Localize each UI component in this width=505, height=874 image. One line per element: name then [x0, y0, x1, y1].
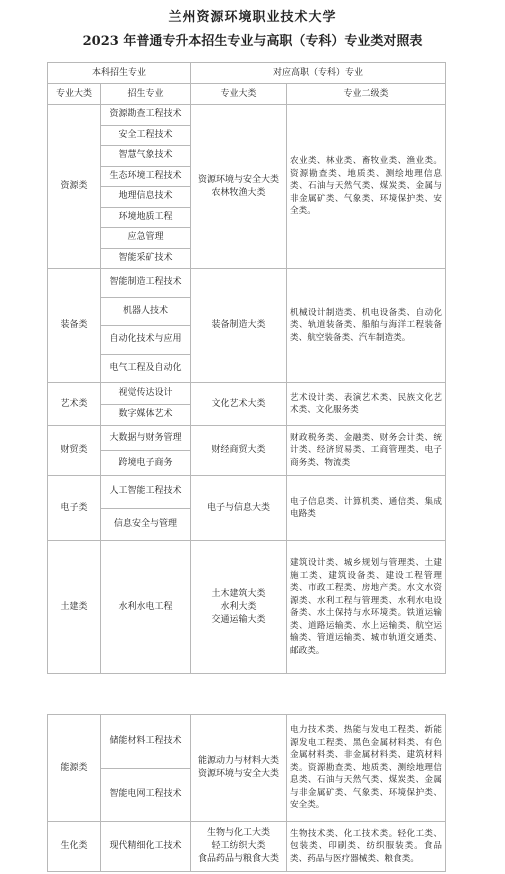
major-item: 自动化技术与应用	[101, 326, 190, 355]
row-category: 能源类	[48, 715, 101, 822]
comparison-table	[47, 62, 446, 674]
row-category: 艺术类	[48, 383, 101, 426]
row-gz-category: 电子与信息大类	[191, 476, 287, 541]
row-gz-sub: 电子信息类、计算机类、通信类、集成电路类	[287, 476, 446, 541]
header-col4: 专业二级类	[287, 84, 446, 105]
table-row	[48, 715, 446, 822]
row-gz-sub: 农业类、林业类、畜牧业类、渔业类。资源勘查类、地质类、测绘地理信息类、石油与天然气类、煤炭类、金属与非金属矿类、气象类、环境保护类、安全类。	[287, 105, 446, 269]
header-col1: 专业大类	[48, 84, 101, 105]
major-item: 跨境电子商务	[118, 457, 173, 468]
major-item: 人工智能工程技术	[101, 476, 190, 509]
row-category: 电子类	[48, 476, 101, 541]
header-left-group: 本科招生专业	[48, 63, 191, 84]
row-gz-sub: 机械设计制造类、机电设备类、自动化类、轨道装备类、船舶与海洋工程装备类、航空装备类、汽车制造类。	[287, 269, 446, 383]
row-gz-sub: 建筑设计类、城乡规划与管理类、土建施工类、建筑设备类、建设工程管理类、市政工程类、房地产类。水文水资源类、水利工程与管理类、水利水电设备类、水土保持与水环境类。铁道运输类、道路运输类、水上运输类、航空运输类、管道运输类、城市轨道交通类、邮政类。	[287, 541, 446, 674]
major-item: 智慧气象技术	[101, 146, 190, 167]
row-gz-category: 生物与化工大类 轻工纺织大类 食品药品与粮食大类	[191, 822, 287, 872]
major-item: 环境地质工程	[101, 208, 190, 229]
row-category: 资源类	[48, 105, 101, 269]
row-majors	[101, 476, 191, 541]
major-item: 地理信息技术	[101, 187, 190, 208]
table-row	[48, 269, 446, 383]
major-item: 水利水电工程	[101, 541, 191, 674]
row-majors	[101, 269, 191, 383]
row-majors	[101, 105, 191, 269]
row-gz-sub: 财政税务类、金融类、财务会计类、统计类、经济贸易类、工商管理类、电子商务类、物流类	[287, 426, 446, 476]
row-category: 土建类	[48, 541, 101, 674]
row-gz-category: 装备制造大类	[191, 269, 287, 383]
major-item: 数字媒体艺术	[118, 409, 173, 420]
row-category: 生化类	[48, 822, 101, 872]
row-gz-category: 土木建筑大类 水利大类 交通运输大类	[191, 541, 287, 674]
header-right-group: 对应高职（专科）专业	[191, 63, 446, 84]
table-row	[48, 822, 446, 872]
row-majors	[101, 715, 191, 822]
major-item: 应急管理	[101, 228, 190, 249]
page-subtitle: 2023 年普通专升本招生专业与高职（专科）专业类对照表	[82, 34, 423, 49]
row-gz-sub: 艺术设计类、表演艺术类、民族文化艺术类、文化服务类	[287, 383, 446, 426]
major-item: 电气工程及自动化	[109, 362, 182, 373]
row-gz-category: 财经商贸大类	[191, 426, 287, 476]
major-item: 机器人技术	[101, 298, 190, 327]
table-row	[48, 476, 446, 541]
table-row	[48, 383, 446, 426]
header-col3: 专业大类	[191, 84, 287, 105]
row-gz-category: 资源环境与安全大类 农林牧渔大类	[191, 105, 287, 269]
major-item: 现代精细化工技术	[101, 822, 191, 872]
page-title: 兰州资源环境职业技术大学	[168, 10, 337, 25]
major-item: 资源勘查工程技术	[101, 105, 190, 126]
major-item: 信息安全与管理	[114, 518, 178, 529]
table-row	[48, 426, 446, 476]
major-item: 视觉传达设计	[101, 383, 190, 405]
row-majors	[101, 383, 191, 426]
major-item: 智能电网工程技术	[109, 789, 182, 800]
table-row	[48, 105, 446, 269]
major-item: 智能采矿技术	[118, 252, 173, 263]
header-col2: 招生专业	[101, 84, 191, 105]
row-category: 装备类	[48, 269, 101, 383]
table-row	[48, 541, 446, 674]
major-item: 大数据与财务管理	[101, 426, 190, 451]
row-gz-sub: 电力技术类、热能与发电工程类、新能源发电工程类、黑色金属材料类、有色金属材料类、非金属材料类、建筑材料类。资源勘查类、地质类、测绘地理信息类、石油与天然气类、煤炭类、金属与非金属矿类、气象类、环境保护类、安全类。	[287, 715, 446, 822]
major-item: 生态环境工程技术	[101, 167, 190, 188]
row-gz-category: 文化艺术大类	[191, 383, 287, 426]
row-gz-category: 能源动力与材料大类 资源环境与安全大类	[191, 715, 287, 822]
row-gz-sub: 生物技术类、化工技术类。轻化工类、包装类、印刷类、纺织服装类。食品类、药品与医疗器械类、粮食类。	[287, 822, 446, 872]
row-majors	[101, 426, 191, 476]
header-row-group	[48, 63, 446, 84]
row-category: 财贸类	[48, 426, 101, 476]
major-item: 智能制造工程技术	[101, 269, 190, 298]
comparison-table-continued	[47, 714, 446, 872]
major-item: 储能材料工程技术	[101, 715, 190, 769]
header-row-cols	[48, 84, 446, 105]
major-item: 安全工程技术	[101, 126, 190, 147]
